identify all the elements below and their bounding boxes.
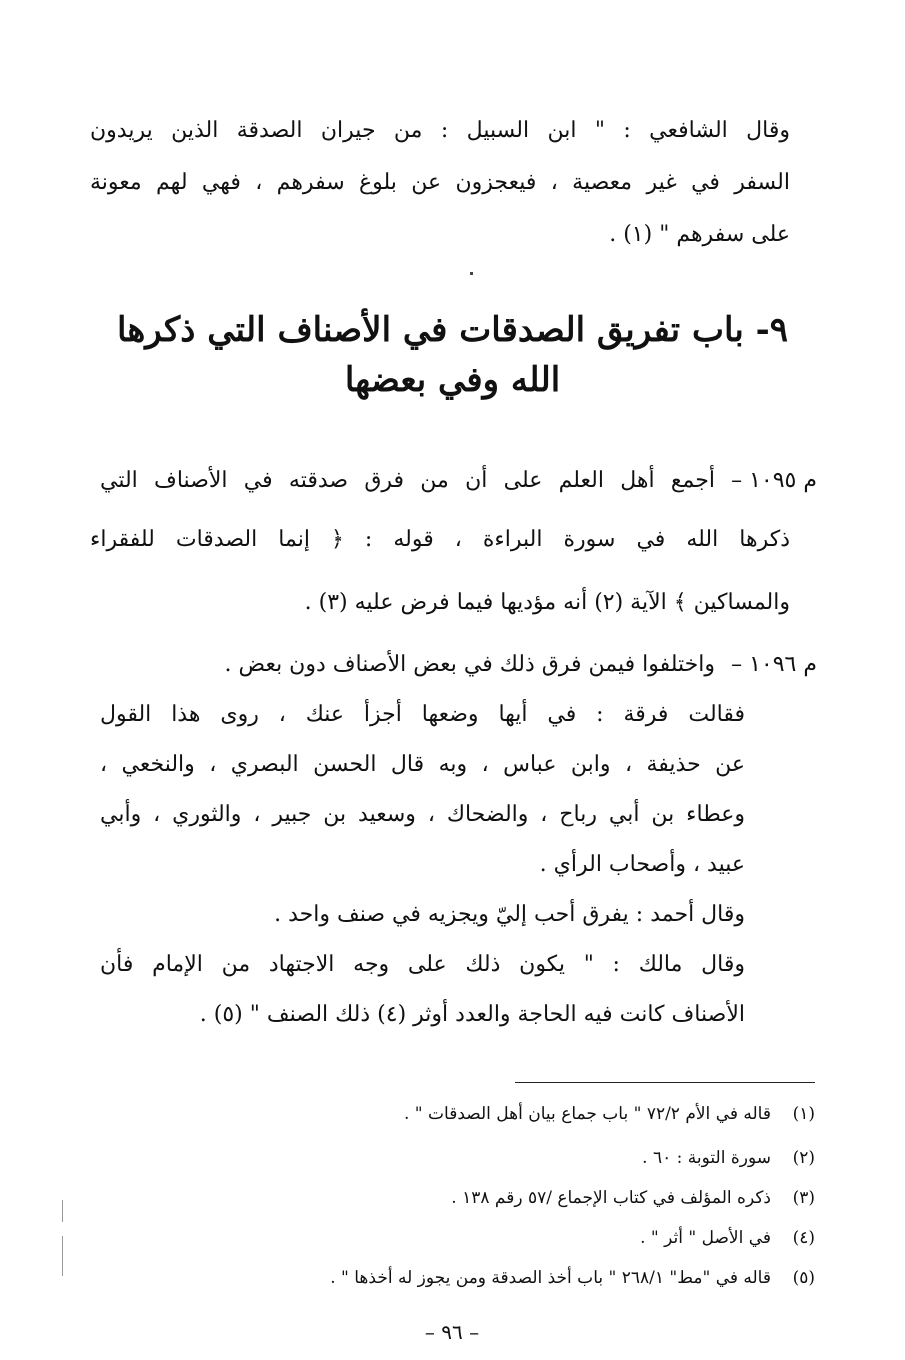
stray-mark — [470, 272, 473, 275]
section-1096-line-4: عبيد ، وأصحاب الرأي . — [539, 852, 745, 877]
page-number: – ٩٦ – — [424, 1320, 480, 1344]
footnote-3-text: ذكره المؤلف في كتاب الإجماع /٥٧ رقم ١٣٨ . — [451, 1188, 771, 1208]
section-1096-first-line: واختلفوا فيمن فرق ذلك في بعض الأصناف دون بعض . — [224, 652, 715, 677]
section-1095-line-3: والمساكين ﴾ الآية (٢) أنه مؤديها فيما فرض عليه (٣) . — [304, 590, 790, 615]
footnote-5-number: (٥) — [792, 1268, 815, 1288]
section-1095-line-2: ذكرها الله في سورة البراءة ، قوله : ﴿ إنما الصدقات للفقراء — [90, 527, 790, 552]
section-1096-line-6: وقال مالك : " يكون ذلك على وجه الاجتهاد من الإمام فأن — [100, 952, 745, 977]
scan-edge-mark — [62, 1200, 63, 1222]
footnote-1-text: قاله في الأم ٧٢/٢ " باب جماع بيان أهل الصدقات " . — [403, 1104, 771, 1124]
footnote-5 — [330, 1268, 815, 1288]
section-1096-line-5: وقال أحمد : يفرق أحب إليّ ويجزيه في صنف واحد . — [274, 902, 745, 927]
intro-line-2: السفر في غير معصية ، فيعجزون عن بلوغ سفرهم ، فهي لهم معونة — [90, 170, 790, 195]
intro-line-1: وقال الشافعي : " ابن السبيل : من جيران الصدقة الذين يريدون — [90, 118, 790, 143]
footnote-separator — [515, 1082, 815, 1083]
footnote-3-number: (٣) — [792, 1188, 815, 1208]
section-number-1095: م ١٠٩٥ – — [731, 468, 817, 493]
section-number-1096: م ١٠٩٦ – — [731, 652, 817, 677]
section-1096-line-2: عن حذيفة ، وابن عباس ، وبه قال الحسن البصري ، والنخعي ، — [100, 752, 745, 777]
footnote-2-number: (٢) — [792, 1148, 815, 1168]
footnote-4-text: في الأصل " أثر " . — [640, 1228, 771, 1248]
section-1095-line-1: أجمع أهل العلم على أن من فرق صدقته في الأصناف التي — [100, 468, 715, 493]
intro-line-3: على سفرهم " (١) . — [609, 222, 790, 247]
chapter-title-line-2: الله وفي بعضها — [344, 360, 561, 400]
footnote-4 — [640, 1228, 815, 1248]
footnote-4-number: (٤) — [792, 1228, 815, 1248]
footnote-1 — [404, 1104, 815, 1124]
scan-edge-mark — [62, 1236, 63, 1276]
section-1096-line-3: وعطاء بن أبي رباح ، والضحاك ، وسعيد بن جبير ، والثوري ، وأبي — [100, 802, 745, 827]
footnote-3 — [451, 1188, 815, 1208]
section-1096-line-1: فقالت فرقة : في أيها وضعها أجزأ عنك ، روى هذا القول — [100, 702, 745, 727]
footnote-2-text: سورة التوبة : ٦٠ . — [642, 1148, 771, 1168]
footnote-5-text: قاله في "مط" ٢٦٨/١ " باب أخذ الصدقة ومن يجوز له أخذها " . — [330, 1268, 771, 1288]
footnote-1-number: (١) — [792, 1104, 815, 1124]
footnote-2 — [642, 1148, 815, 1168]
section-1096-line-7: الأصناف كانت فيه الحاجة والعدد أوثر (٤) ذلك الصنف " (٥) . — [199, 1002, 745, 1027]
chapter-title-line-1: ٩- باب تفريق الصدقات في الأصناف التي ذكرها — [116, 310, 788, 350]
